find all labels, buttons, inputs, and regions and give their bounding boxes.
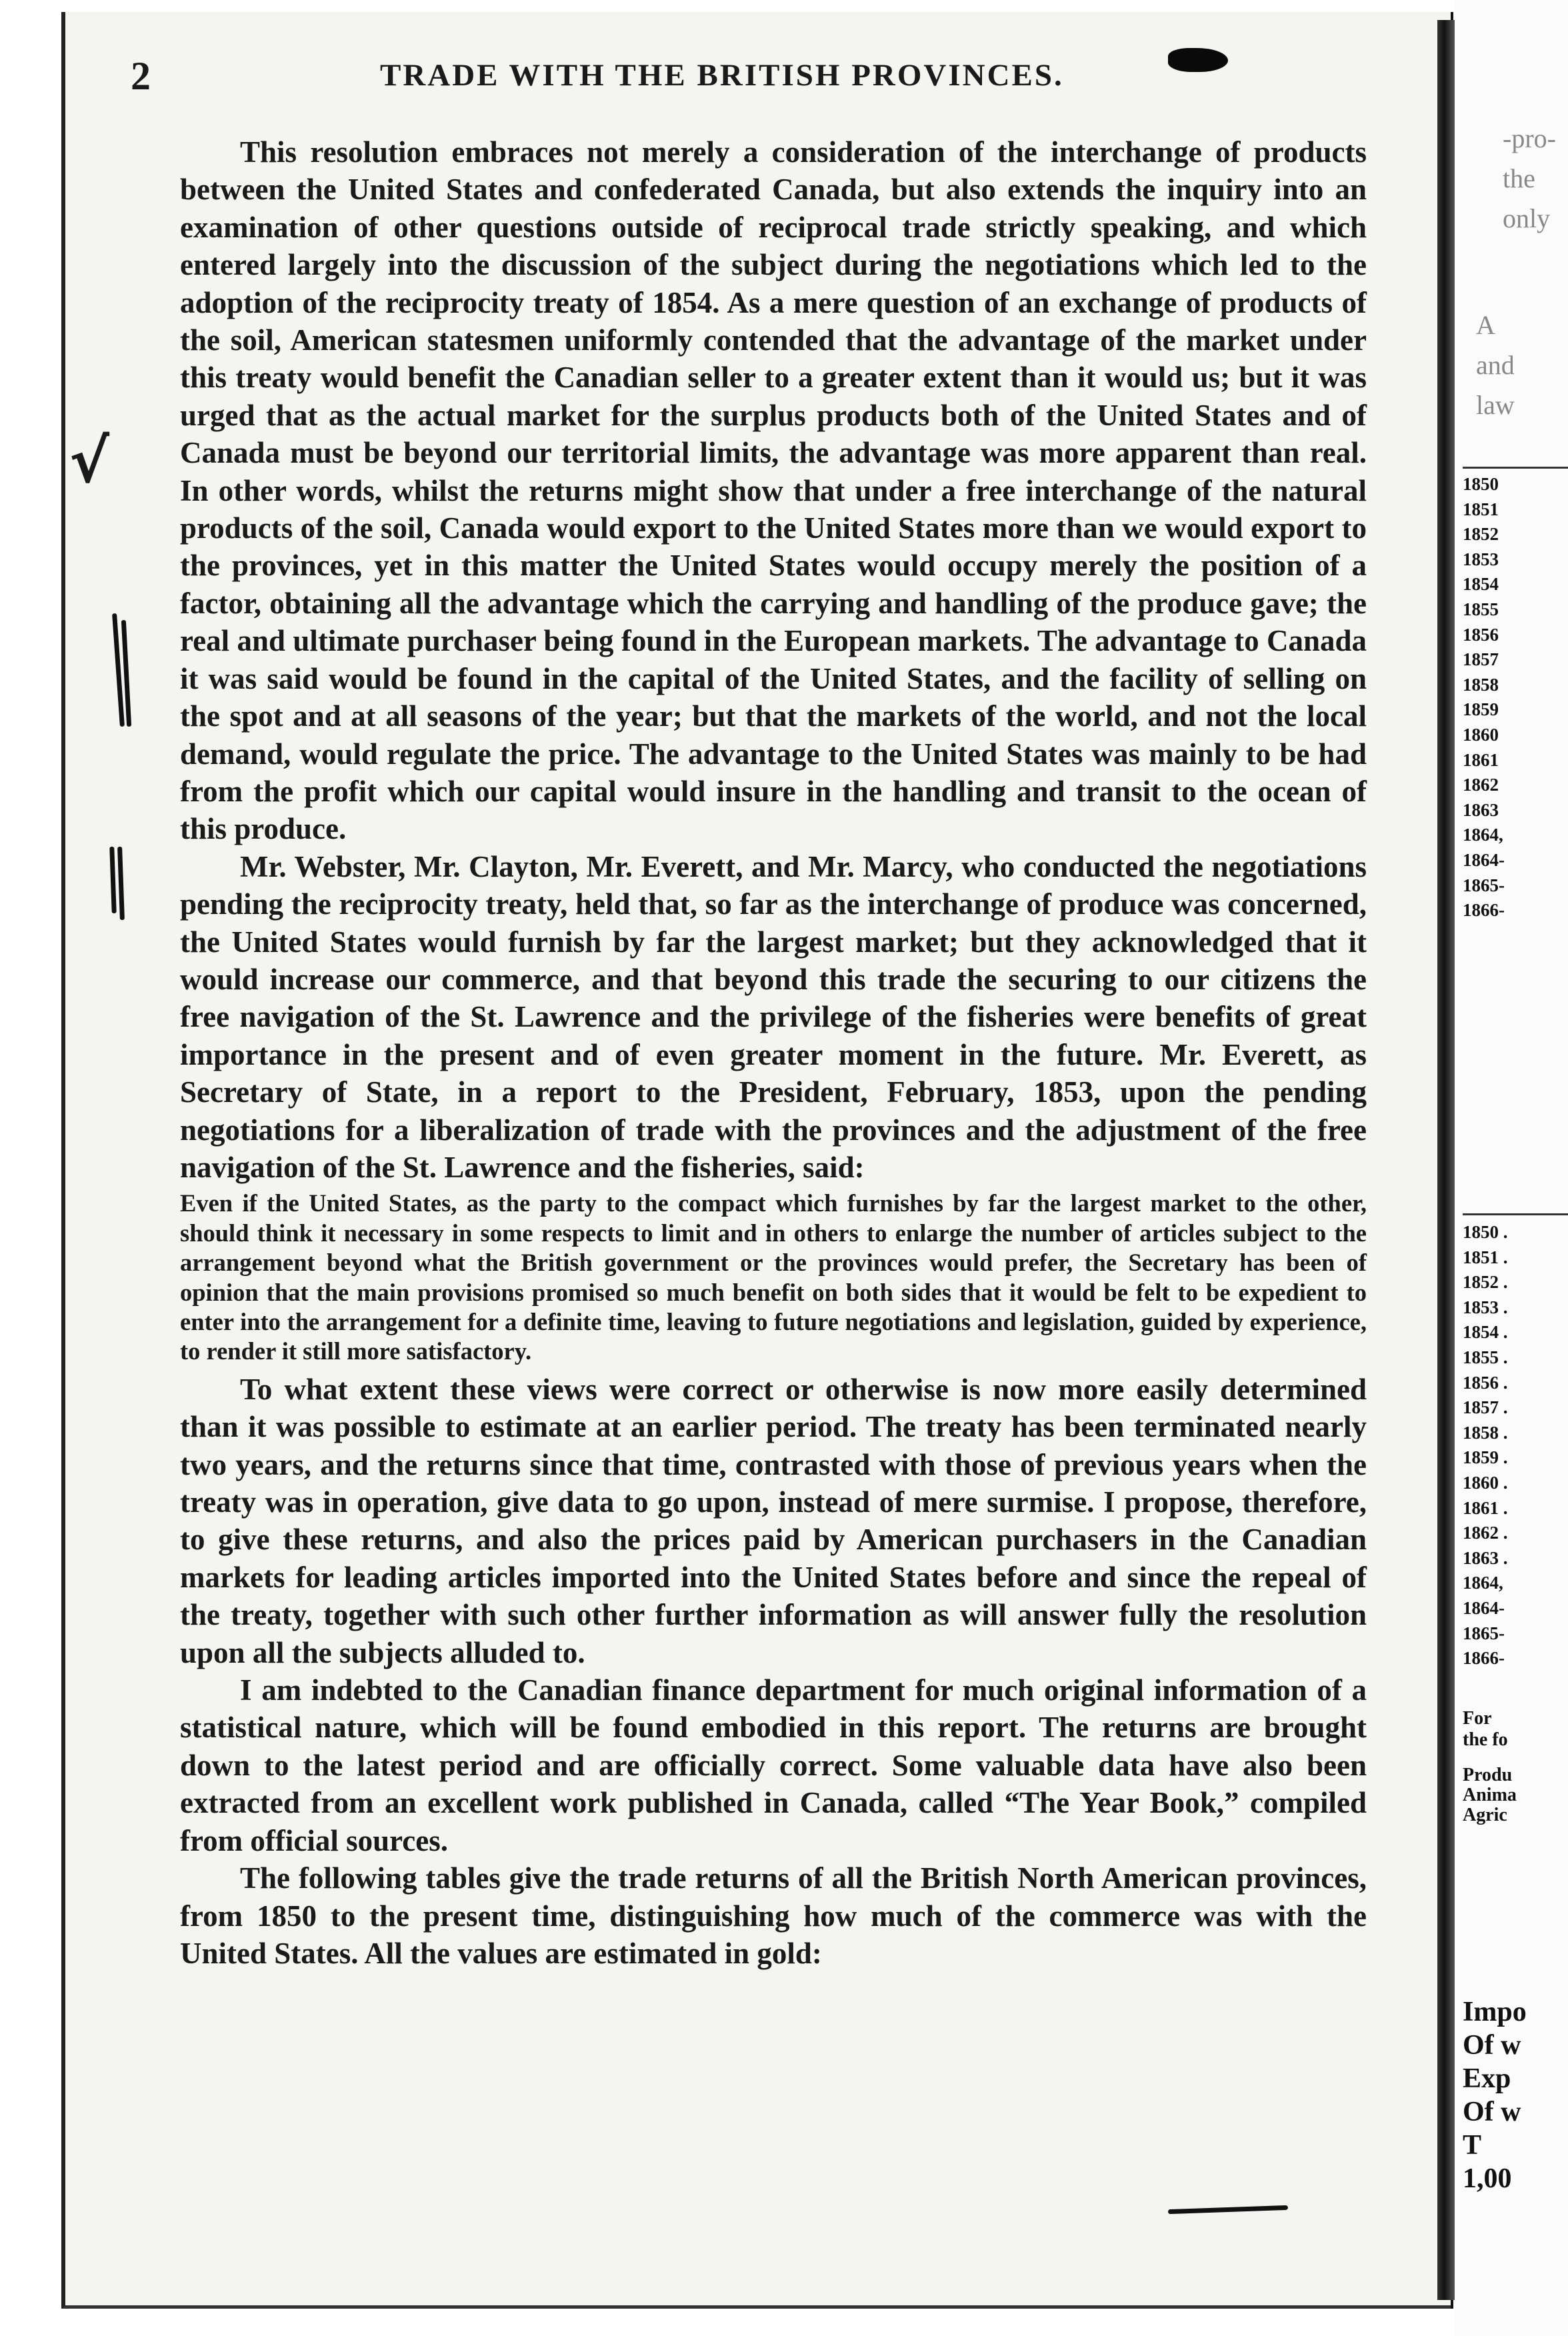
adjacent-year-row: 1856 bbox=[1463, 624, 1499, 645]
margin-check-mark: √ bbox=[69, 427, 110, 497]
paragraph-resolution: This resolution embraces not merely a consideration of the interchange of products between the United States and confederated Canada, but also extends the inquiry into an examination of other questions outside of reciprocal trade strictly speaking, and which entered largely into the discussion of the subject during the negotiations which led to the adoption of the reciprocity treaty of 1854. As a mere question of an exchange of products of the soil, American statesmen uniformly contended that the advantage of the market under this treaty would benefit the Canadian seller to a greater extent than it would us; but it was urged that as the actual market for the surplus products both of the United States and of Canada must be beyond our territorial limits, the advantage was more apparent than real. In other words, whilst the returns might show that under a free interchange of the natural products of the soil, Canada would export to the United States more than we would export to the provinces, yet in this matter the United States would occupy merely the position of a factor, obtaining all the advantage which the carrying and handling of the produce gave; the real and ultimate purchaser being found in the European markets. The advantage to Canada it was said would be found in the capital of the United States, and the facility of selling on the spot and at all seasons of the year; but that the markets of the world, and not the local demand, would regulate the price. The advantage to the United States was mainly to be had from the profit which our capital would insure in the handling and transit to the ocean of this produce. bbox=[180, 135, 1367, 846]
adjacent-year-row: 1861 . bbox=[1463, 1497, 1508, 1518]
adjacent-fragment: law bbox=[1476, 390, 1515, 420]
page-binding-shadow bbox=[1437, 20, 1455, 2300]
adjacent-fragment: only bbox=[1503, 203, 1551, 233]
adjacent-year-row: 1859 . bbox=[1463, 1447, 1508, 1468]
adjacent-year-row: 1850 bbox=[1463, 474, 1499, 494]
adjacent-fragment: Exp bbox=[1463, 2063, 1511, 2094]
paragraph-views: To what extent these views were correct or otherwise is now more easily determined than it was possible to estimate at an earlier period. The treaty has been terminated nearly two years, and the returns since that time, contrasted with those of previous years when the treaty was in operation, give data to go upon, instead of mere surmise. I propose, therefore, to give these returns, and also the prices paid by American purchasers in the Canadian markets for leading articles imported into the United States before and since the repeal of the treaty, together with such other further information as will answer fully the resolution upon all the subjects alluded to. bbox=[180, 1372, 1367, 1669]
adjacent-fragment: Of w bbox=[1463, 2097, 1521, 2127]
adjacent-year-row: 1858 bbox=[1463, 674, 1499, 695]
adjacent-year-row: 1854 bbox=[1463, 574, 1499, 595]
adjacent-fragment: Anima bbox=[1463, 1785, 1517, 1805]
adjacent-year-row: 1864, bbox=[1463, 1573, 1503, 1593]
adjacent-fragment: For bbox=[1463, 1708, 1492, 1729]
adjacent-year-row: 1861 bbox=[1463, 749, 1499, 770]
adjacent-fragment: Of w bbox=[1463, 2030, 1521, 2061]
adjacent-year-row: 1851 bbox=[1463, 499, 1499, 519]
adjacent-year-row: 1862 . bbox=[1463, 1523, 1508, 1543]
adjacent-year-row: 1864- bbox=[1463, 850, 1505, 870]
adjacent-year-row: 1859 bbox=[1463, 699, 1499, 720]
adjacent-year-row: 1860 bbox=[1463, 725, 1499, 745]
adjacent-year-row: 1865- bbox=[1463, 1623, 1505, 1643]
ink-blot bbox=[1168, 48, 1228, 72]
adjacent-year-row: 1856 . bbox=[1463, 1372, 1508, 1393]
adjacent-year-row: 1866- bbox=[1463, 1648, 1505, 1669]
adjacent-fragment: and bbox=[1476, 350, 1515, 380]
body-text bbox=[180, 133, 1367, 1972]
adjacent-fragment: Produ bbox=[1463, 1765, 1513, 1785]
paragraph-tables: The following tables give the trade returns of all the British North American provinces, from 1850 to the present time, distinguishing how much of the commerce was with the United States. All the values are estimated in gold: bbox=[180, 1861, 1367, 1970]
adjacent-fragment: A bbox=[1476, 310, 1495, 340]
adjacent-year-row: 1864, bbox=[1463, 825, 1503, 845]
adjacent-year-row: 1857 . bbox=[1463, 1397, 1508, 1418]
adjacent-fragment: T bbox=[1463, 2130, 1482, 2161]
adjacent-year-row: 1855 . bbox=[1463, 1347, 1508, 1367]
adjacent-fragment: Impo bbox=[1463, 1997, 1527, 2027]
adjacent-fragment: the fo bbox=[1463, 1729, 1508, 1750]
adjacent-year-row: 1864- bbox=[1463, 1598, 1505, 1618]
adjacent-year-row: 1852 . bbox=[1463, 1272, 1508, 1293]
adjacent-year-row: 1863 bbox=[1463, 799, 1499, 820]
adjacent-year-row: 1857 bbox=[1463, 649, 1499, 670]
adjacent-year-row: 1854 . bbox=[1463, 1322, 1508, 1343]
adjacent-fragment: -pro- bbox=[1503, 123, 1556, 153]
adjacent-year-row: 1866- bbox=[1463, 900, 1505, 921]
paragraph-webster: Mr. Webster, Mr. Clayton, Mr. Everett, and Mr. Marcy, who conducted the negotiations pending the reciprocity treaty, held that, so far as the interchange of produce was concerned, the United States would furnish by far the largest market; but they acknowledged that it would increase our commerce, and that beyond this trade the securing to our citizens the free navigation of the St. Lawrence and the privilege of the fisheries were benefits of great importance in the present and of even greater moment in the future. Mr. Everett, as Secretary of State, in a report to the President, February, 1853, upon the pending negotiations for a liberalization of trade with the provinces and the adjustment of the free navigation of the St. Lawrence and the fisheries, said: bbox=[180, 849, 1367, 1184]
adjacent-fragment: the bbox=[1503, 163, 1535, 193]
adjacent-year-row: 1852 bbox=[1463, 524, 1499, 545]
adjacent-rule-2 bbox=[1463, 1213, 1568, 1215]
quote-everett: Even if the United States, as the party to the compact which furnishes by far the largest market to the other, should think it necessary in some respects to limit and in others to enlarge the number of articles subject to the arrangement beyond what the British government or the provinces would prefer, the Secretary has been of opinion that the main provisions promised so much benefit on both sides that it would be felt to be expedient to enter into the arrangement for a definite time, leaving to future negotiations and legislation, guided by experience, to render it still more satisfactory. bbox=[180, 1189, 1367, 1365]
adjacent-year-row: 1865- bbox=[1463, 875, 1505, 895]
adjacent-year-row: 1863 . bbox=[1463, 1547, 1508, 1568]
adjacent-year-row: 1858 . bbox=[1463, 1422, 1508, 1443]
paragraph-indebted: I am indebted to the Canadian finance department for much original information of a statistical nature, which will be found embodied in this report. The returns are brought down to the latest period and are officially correct. Some valuable data have also been extracted from an excellent work published in Canada, called “The Year Book,” compiled from official sources. bbox=[180, 1673, 1367, 1857]
adjacent-year-row: 1851 . bbox=[1463, 1247, 1508, 1267]
adjacent-year-row: 1862 bbox=[1463, 775, 1499, 795]
adjacent-year-row: 1860 . bbox=[1463, 1473, 1508, 1493]
adjacent-fragment: Agric bbox=[1463, 1805, 1507, 1825]
adjacent-rule-1 bbox=[1463, 467, 1568, 469]
adjacent-year-row: 1855 bbox=[1463, 599, 1499, 619]
adjacent-year-row: 1853 . bbox=[1463, 1297, 1508, 1317]
running-head: TRADE WITH THE BRITISH PROVINCES. bbox=[380, 58, 1064, 93]
page-number: 2 bbox=[131, 54, 151, 98]
adjacent-year-row: 1850 . bbox=[1463, 1222, 1508, 1242]
adjacent-year-row: 1853 bbox=[1463, 549, 1499, 569]
adjacent-fragment: 1,00 bbox=[1463, 2163, 1512, 2194]
